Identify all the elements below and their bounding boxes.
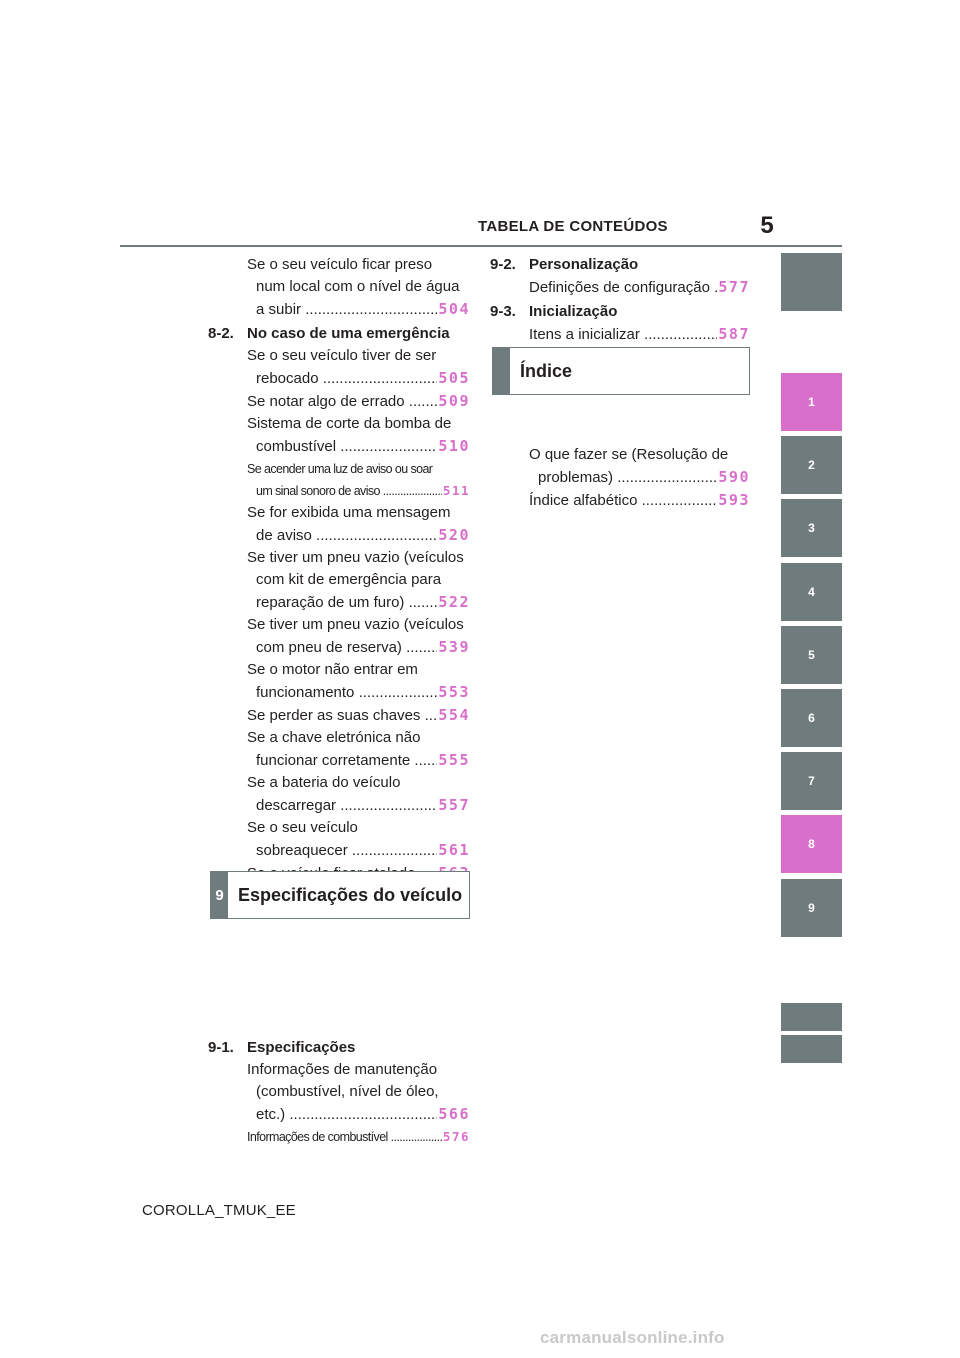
toc-entry-label: problemas) ..... [538,467,717,489]
watermark: carmanualsonline.info [540,1328,725,1347]
toc-entry[interactable] [247,390,470,413]
toc-entry[interactable] [247,413,470,458]
section-8-2-items [208,345,470,885]
toc-entry-label: Índice alfabético ..... [529,490,717,512]
toc-page-link[interactable]: 520 [438,526,470,544]
toc-entry-row [247,704,470,727]
side-tab-index-1[interactable] [781,1003,842,1031]
toc-entry-line: (combustível, nível de óleo, [256,1083,439,1100]
header-rule [120,245,842,247]
index-box[interactable] [492,347,750,395]
toc-entry[interactable] [247,502,470,547]
side-tab-7[interactable]: 7 [781,752,842,810]
section-heading-9-3 [490,301,750,323]
toc-entry-line: Se o seu veículo ficar preso [247,256,433,273]
toc-entry-line: Se tiver um pneu vazio (veículos [247,549,464,566]
page-number: 5 [760,212,774,239]
section-number: 9-2. [490,256,516,273]
section-number: 8-2. [208,325,234,342]
section-heading-9-1 [208,1037,470,1059]
toc-page-link[interactable]: 566 [438,1105,470,1123]
toc-entry-label: Itens a inicializar ..... [529,324,717,346]
toc-entry-label: de aviso ..... [256,525,437,547]
toc-entry-row [247,1103,470,1126]
toc-page-link[interactable]: 555 [438,751,470,769]
toc-entry-line: Sistema de corte da bomba de [247,415,452,432]
section-title: No caso de uma emergência [247,325,450,342]
toc-entry-label: um sinal sonoro de aviso ..... [256,480,442,502]
toc-page-link[interactable]: 511 [442,483,470,498]
toc-entry-row [247,839,470,862]
toc-entry[interactable] [247,345,470,390]
side-tab-contents[interactable] [781,253,842,311]
index-title: Índice [520,360,573,381]
toc-entry-label: reparação de um furo) ..... [256,592,437,614]
side-tab-3[interactable]: 3 [781,499,842,557]
toc-page-link[interactable]: 561 [438,841,470,859]
toc-entry-label: rebocado ..... [256,368,437,390]
chapter-9-box[interactable] [210,871,470,919]
side-tab-9[interactable]: 9 [781,879,842,937]
toc-entry[interactable] [247,614,470,659]
toc-entry-row [247,681,470,704]
toc-entry-row [247,636,470,659]
toc-page-link[interactable]: 504 [438,300,470,318]
toc-entry-row [247,298,470,321]
toc-entry-line: O que fazer se (Resolução de [529,446,729,463]
toc-entry-line: Informações de manutenção [247,1061,438,1078]
header-title: TABELA DE CONTEÚDOS [478,218,668,235]
toc-page-link[interactable]: 509 [438,392,470,410]
toc-entry-row [247,749,470,772]
toc-page-link[interactable]: 590 [718,468,750,486]
toc-entry-row [529,466,750,489]
side-tab-1[interactable]: 1 [781,373,842,431]
section-title: Personalização [529,256,639,273]
toc-page-link[interactable]: 553 [438,683,470,701]
toc-entry-label: combustível ..... [256,436,437,458]
toc-entry-row [247,390,470,413]
toc-entry-line: com kit de emergência para [256,571,442,588]
toc-entry-line: Se o seu veículo tiver de ser [247,347,437,364]
toc-entry[interactable] [247,727,470,772]
toc-page-link[interactable]: 510 [438,437,470,455]
toc-entry-label: funcionar corretamente ..... [256,750,437,772]
toc-entry-water[interactable] [247,254,470,321]
side-tab-8[interactable]: 8 [781,815,842,873]
toc-entry[interactable] [247,547,470,614]
toc-entry-row [247,524,470,547]
toc-entry-label: Se perder as suas chaves ..... [247,705,437,727]
toc-entry-row [247,435,470,458]
left-column [208,254,470,1148]
toc-entry-label: etc.) ..... [256,1104,437,1126]
toc-entry[interactable] [247,458,470,502]
footer-code: COROLLA_TMUK_EE [142,1202,296,1219]
toc-entry-initialize[interactable] [529,323,750,346]
toc-entry-line: Se o motor não entrar em [247,661,418,678]
toc-entry[interactable] [247,704,470,727]
toc-entry-label: Informações de combustível ..... [247,1126,442,1148]
toc-entry-label: com pneu de reserva) ..... [256,637,437,659]
toc-entry[interactable] [247,772,470,817]
toc-entry-line: num local com o nível de água [256,278,460,295]
toc-entry-row [247,591,470,614]
side-tab-4[interactable]: 4 [781,563,842,621]
side-tab-index-2[interactable] [781,1035,842,1063]
toc-entry-row [247,794,470,817]
toc-page-link[interactable]: 577 [718,278,750,296]
toc-entry-label: Se notar algo de errado ..... [247,391,437,413]
toc-page-link[interactable]: 593 [718,491,750,509]
toc-entry[interactable] [247,817,470,862]
toc-entry-row [529,489,750,512]
toc-entry-label: sobreaquecer ..... [256,840,437,862]
toc-entry-row [247,367,470,390]
toc-entry-row [247,1126,470,1148]
toc-entry-line: Se o seu veículo [247,819,358,836]
toc-entry[interactable] [247,659,470,704]
toc-page-link[interactable]: 557 [438,796,470,814]
side-tab-6[interactable]: 6 [781,689,842,747]
chapter-title: Especificações do veículo [238,884,463,905]
toc-entry-settings[interactable] [529,276,750,299]
side-tab-5[interactable]: 5 [781,626,842,684]
toc-entry-label: descarregar ..... [256,795,437,817]
toc-entry-row [529,276,750,299]
toc-entry-row [247,480,470,502]
chapter-number-tab: 9 [211,872,228,918]
toc-entry-row [529,323,750,346]
toc-entry-line: Se tiver um pneu vazio (veículos [247,616,464,633]
toc-entry-line: Se acender uma luz de aviso ou soar [247,462,433,476]
section-heading-9-2 [490,254,750,276]
section-title: Inicialização [529,303,618,320]
toc-page-link[interactable]: 522 [438,593,470,611]
section-heading-8-2 [208,323,470,345]
toc-entry-line: Se for exibida uma mensagem [247,504,451,521]
toc-entry-troubleshooting[interactable] [529,444,750,489]
toc-entry-label: Definições de configuração ..... [529,277,717,299]
index-tab-marker [493,348,510,394]
section-number: 9-3. [490,303,516,320]
toc-page-link[interactable]: 505 [438,369,470,387]
toc-entry-line: Se a bateria do veículo [247,774,401,791]
toc-page-link[interactable]: 587 [718,325,750,343]
toc-entry-line: Se a chave eletrónica não [247,729,421,746]
section-9-1-items [208,1059,470,1148]
section-number: 9-1. [208,1039,234,1056]
toc-entry-label: a subir ..... [256,299,437,321]
toc-entry[interactable] [247,1059,470,1126]
toc-entry[interactable] [247,1126,470,1148]
toc-entry-alphabetical-index[interactable] [529,489,750,512]
toc-entry-label: funcionamento ..... [256,682,437,704]
side-tab-2[interactable]: 2 [781,436,842,494]
toc-page-link[interactable]: 539 [438,638,470,656]
toc-page-link[interactable]: 554 [438,706,470,724]
section-title: Especificações [247,1039,356,1056]
toc-page-link[interactable]: 576 [442,1129,470,1144]
